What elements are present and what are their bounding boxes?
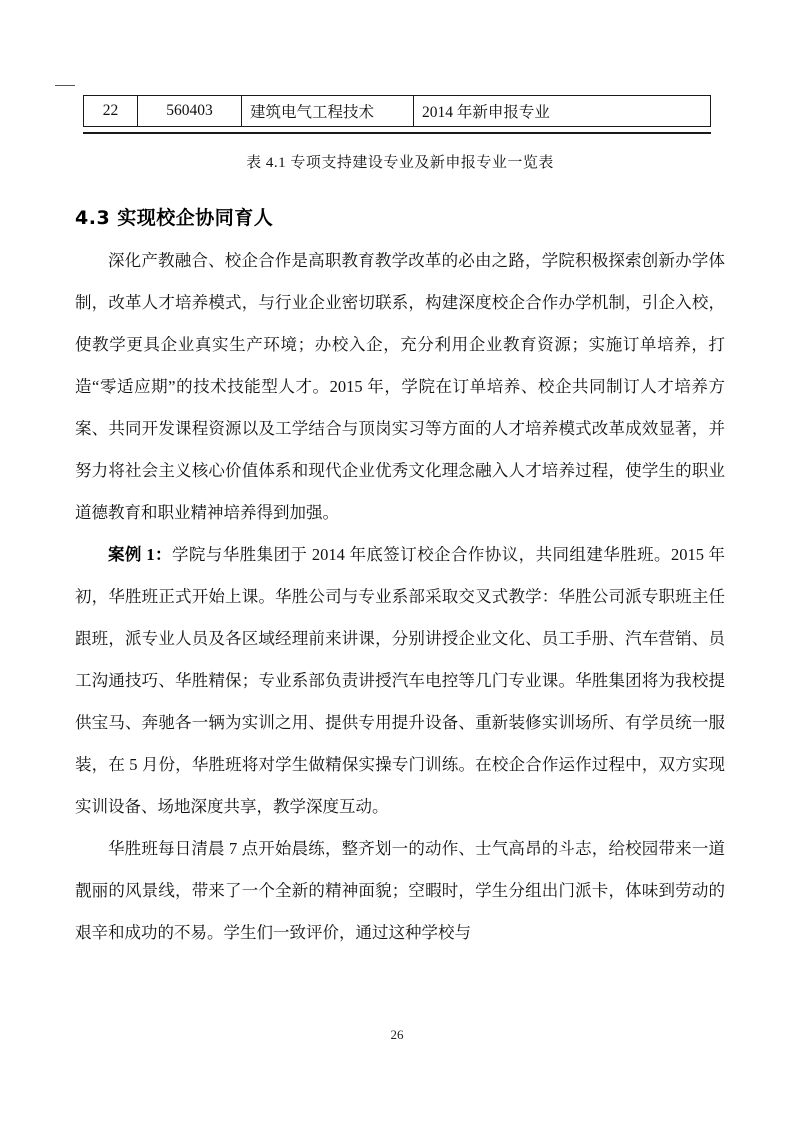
table-row (84, 96, 711, 127)
body-paragraph (75, 534, 725, 828)
table-bottom-border (83, 132, 711, 134)
paragraph-text: 深化产教融合、校企合作是高职教育教学改革的必由之路，学院积极探索创新办学体制，改革人才培养模式，与行业企业密切联系，构建深度校企合作办学机制，引企入校，使教学更具企业真实生产环境；办校入企，充分利用企业教育资源；实施订单培养，打造“零适应期”的技术技能型人才。2015 年，学院在订单培养、校企共同制订人才培养方案、共同开发课程资源以及工学结合与顶岗实习等方面的人才培养模式改革成效显著，并努力将社会主义核心价值体系和现代企业优秀文化理念融入人才培养过程，使学生的职业道德教育和职业精神培养得到加强。 (75, 251, 725, 522)
paragraph-bold-prefix: 案例 1： (108, 545, 172, 564)
table-border-remnant (55, 85, 75, 86)
paragraph-text: 华胜班每日清晨 7 点开始晨练，整齐划一的动作、士气高昂的斗志，给校园带来一道靓丽的风景线，带来了一个全新的精神面貌；空暇时，学生分组出门派卡，体味到劳动的艰辛和成功的不易。学生们一致评价，通过这种学校与 (75, 839, 725, 942)
table-cell-note: 2014 年新申报专业 (414, 96, 711, 127)
page-number: 26 (390, 1027, 404, 1042)
table-cell-index: 22 (84, 96, 138, 127)
section-heading: 4.3 实现校企协同育人 (75, 207, 274, 229)
paragraph-text: 学院与华胜集团于 2014 年底签订校企合作协议，共同组建华胜班。2015 年初，华胜班正式开始上课。华胜公司与专业系部采取交叉式教学：华胜公司派专职班主任跟班，派专业人员及各区域经理前来讲课，分别讲授企业文化、员工手册、汽车营销、员工沟通技巧、华胜精保；专业系部负责讲授汽车电控等几门专业课。华胜集团将为我校提供宝马、奔驰各一辆为实训之用、提供专用提升设备、重新装修实训场所、有学员统一服装，在 5 月份，华胜班将对学生做精保实操专门训练。在校企合作运作过程中，双方实现实训设备、场地深度共享，教学深度互动。 (75, 545, 726, 816)
body-paragraph (75, 240, 725, 534)
table-cell-code: 560403 (138, 96, 242, 127)
table-caption: 表 4.1 专项支持建设专业及新申报专业一览表 (246, 155, 554, 171)
table-cell-major: 建筑电气工程技术 (242, 96, 414, 127)
body-paragraph (75, 828, 725, 954)
major-list-table (83, 95, 711, 127)
page-content (0, 95, 794, 954)
